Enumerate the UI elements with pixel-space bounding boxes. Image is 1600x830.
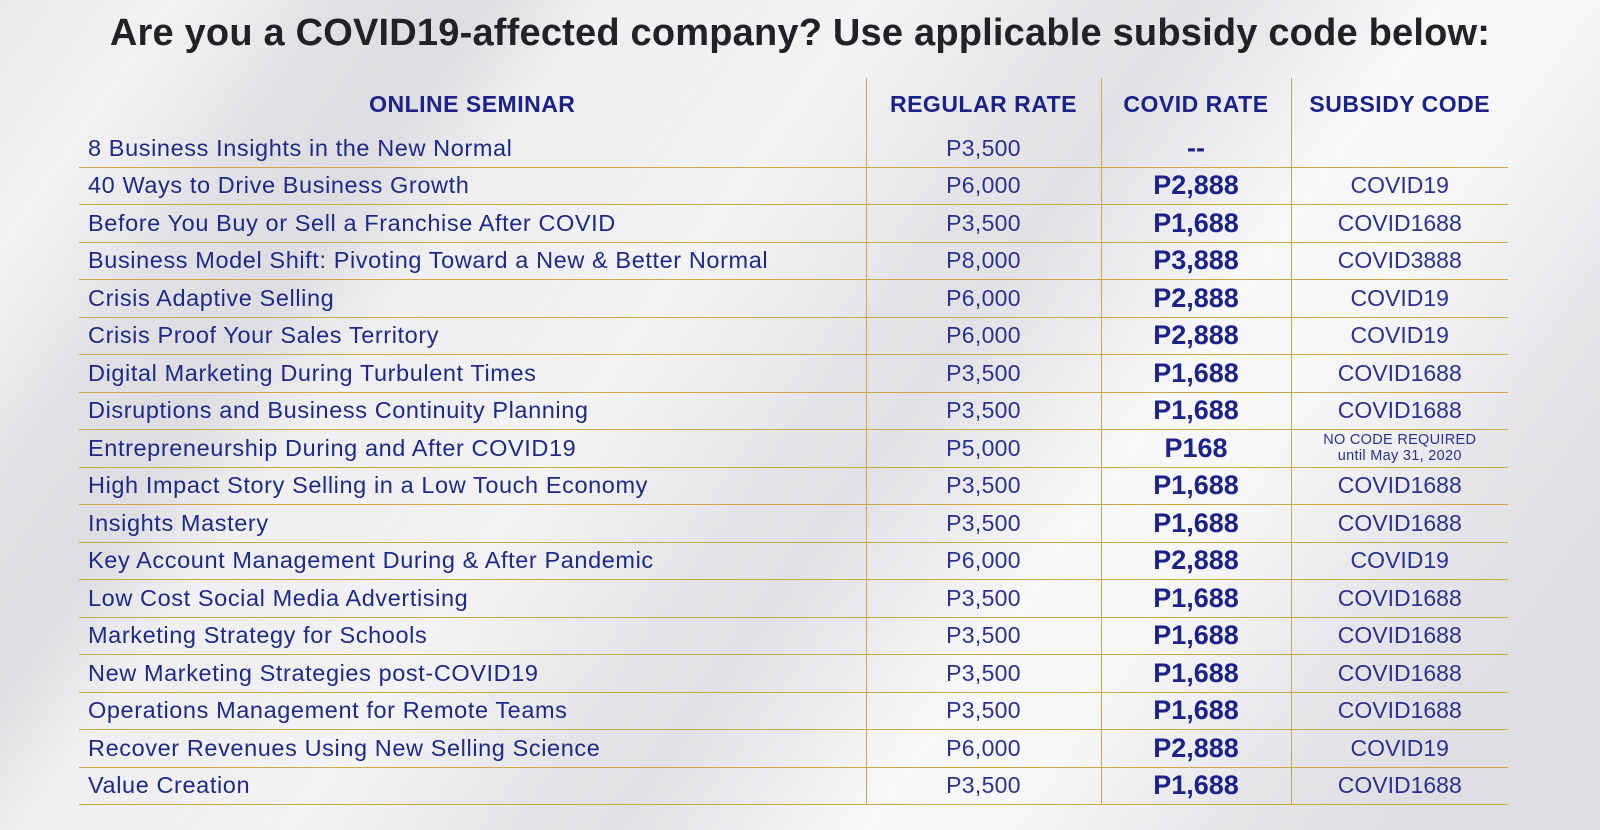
regular-rate-cell: P6,000 — [866, 730, 1101, 768]
seminar-rate-table — [79, 78, 1508, 805]
table-row — [79, 767, 1508, 805]
subsidy-code-cell: COVID19 — [1291, 167, 1508, 205]
subsidy-note-line: NO CODE REQUIRED — [1323, 432, 1477, 449]
regular-rate-cell: P3,500 — [866, 392, 1101, 430]
regular-rate-cell: P3,500 — [866, 505, 1101, 543]
seminar-title-cell: Crisis Proof Your Sales Territory — [79, 317, 866, 355]
regular-rate-cell: P3,500 — [866, 205, 1101, 243]
seminar-title-cell: Key Account Management During & After Pandemic — [79, 542, 866, 580]
page-title: Are you a COVID19-affected company? Use applicable subsidy code below: — [109, 12, 1491, 54]
covid-rate-cell: P1,688 — [1101, 392, 1291, 430]
seminar-title-cell: Business Model Shift: Pivoting Toward a New & Better Normal — [79, 242, 866, 280]
covid-rate-cell: P2,888 — [1101, 317, 1291, 355]
regular-rate-cell: P3,500 — [866, 355, 1101, 393]
regular-rate-cell: P8,000 — [866, 242, 1101, 280]
regular-rate-cell: P6,000 — [866, 542, 1101, 580]
regular-rate-cell: P6,000 — [866, 280, 1101, 318]
subsidy-code-cell: COVID19 — [1291, 730, 1508, 768]
seminar-title-cell: Marketing Strategy for Schools — [79, 617, 866, 655]
table-row — [79, 280, 1508, 318]
table-row — [79, 167, 1508, 205]
subsidy-code-cell: COVID1688 — [1291, 617, 1508, 655]
seminar-title-cell: New Marketing Strategies post-COVID19 — [79, 655, 866, 693]
subsidy-code-cell: COVID3888 — [1291, 242, 1508, 280]
seminar-title-cell: Entrepreneurship During and After COVID19 — [79, 430, 866, 468]
seminar-title-cell: Crisis Adaptive Selling — [79, 280, 866, 318]
subsidy-code-cell — [1291, 430, 1508, 468]
seminar-title-cell: Before You Buy or Sell a Franchise After COVID — [79, 205, 866, 243]
subsidy-note-date: until May 31, 2020 — [1337, 448, 1462, 465]
subsidy-code-cell: COVID1688 — [1291, 467, 1508, 505]
subsidy-code-cell: COVID1688 — [1291, 205, 1508, 243]
table-row — [79, 242, 1508, 280]
table-row — [79, 617, 1508, 655]
seminar-title-cell: Insights Mastery — [79, 505, 866, 543]
table-row — [79, 130, 1508, 167]
regular-rate-cell: P5,000 — [866, 430, 1101, 468]
subsidy-code-cell — [1291, 130, 1508, 167]
regular-rate-cell: P6,000 — [866, 167, 1101, 205]
table-row — [79, 467, 1508, 505]
table-row — [79, 430, 1508, 468]
table-row — [79, 392, 1508, 430]
regular-rate-cell: P3,500 — [866, 692, 1101, 730]
subsidy-code-cell: COVID1688 — [1291, 355, 1508, 393]
covid-rate-cell: P1,688 — [1101, 355, 1291, 393]
covid-rate-cell: P2,888 — [1101, 280, 1291, 318]
header-covid-rate: COVID RATE — [1101, 78, 1291, 130]
subsidy-code-cell: COVID1688 — [1291, 392, 1508, 430]
seminar-title-cell: Recover Revenues Using New Selling Science — [79, 730, 866, 768]
table-row — [79, 505, 1508, 543]
seminar-title-cell: Value Creation — [79, 767, 866, 805]
subsidy-code-cell: COVID1688 — [1291, 692, 1508, 730]
table-row — [79, 692, 1508, 730]
table-row — [79, 542, 1508, 580]
regular-rate-cell: P6,000 — [866, 317, 1101, 355]
header-online-seminar: ONLINE SEMINAR — [369, 90, 576, 117]
covid-rate-cell: P1,688 — [1101, 580, 1291, 618]
seminar-title-cell: Disruptions and Business Continuity Planning — [79, 392, 866, 430]
table-row — [79, 317, 1508, 355]
regular-rate-cell: P3,500 — [866, 617, 1101, 655]
covid-rate-cell: P1,688 — [1101, 467, 1291, 505]
covid-rate-cell: P1,688 — [1101, 767, 1291, 805]
regular-rate-cell: P3,500 — [866, 467, 1101, 505]
table-row — [79, 205, 1508, 243]
regular-rate-cell: P3,500 — [866, 580, 1101, 618]
regular-rate-cell: P3,500 — [866, 767, 1101, 805]
seminar-title-cell: Digital Marketing During Turbulent Times — [79, 355, 866, 393]
table-header-row — [79, 78, 1508, 130]
seminar-title-cell: 8 Business Insights in the New Normal — [79, 130, 866, 167]
subsidy-code-cell: COVID19 — [1291, 317, 1508, 355]
covid-rate-cell: P2,888 — [1101, 167, 1291, 205]
subsidy-code-cell: COVID1688 — [1291, 655, 1508, 693]
covid-rate-cell: P168 — [1101, 430, 1291, 468]
subsidy-code-cell: COVID1688 — [1291, 505, 1508, 543]
header-subsidy-code: SUBSIDY CODE — [1291, 78, 1508, 130]
covid-rate-cell: P1,688 — [1101, 505, 1291, 543]
subsidy-code-cell: COVID1688 — [1291, 580, 1508, 618]
covid-rate-cell: P1,688 — [1101, 617, 1291, 655]
seminar-title-cell: High Impact Story Selling in a Low Touch Economy — [79, 467, 866, 505]
covid-rate-cell: -- — [1101, 130, 1291, 167]
table-row — [79, 355, 1508, 393]
seminar-title-cell: 40 Ways to Drive Business Growth — [79, 167, 866, 205]
regular-rate-cell: P3,500 — [866, 655, 1101, 693]
covid-rate-cell: P1,688 — [1101, 692, 1291, 730]
seminar-title-cell: Low Cost Social Media Advertising — [79, 580, 866, 618]
regular-rate-cell: P3,500 — [866, 130, 1101, 167]
subsidy-code-cell: COVID19 — [1291, 542, 1508, 580]
table-row — [79, 580, 1508, 618]
table-row — [79, 730, 1508, 768]
covid-rate-cell: P2,888 — [1101, 542, 1291, 580]
seminar-title-cell: Operations Management for Remote Teams — [79, 692, 866, 730]
table-row — [79, 655, 1508, 693]
subsidy-code-cell: COVID1688 — [1291, 767, 1508, 805]
covid-rate-cell: P1,688 — [1101, 655, 1291, 693]
covid-rate-cell: P3,888 — [1101, 242, 1291, 280]
covid-rate-cell: P2,888 — [1101, 730, 1291, 768]
covid-rate-cell: P1,688 — [1101, 205, 1291, 243]
subsidy-code-cell: COVID19 — [1291, 280, 1508, 318]
header-regular-rate: REGULAR RATE — [866, 78, 1101, 130]
